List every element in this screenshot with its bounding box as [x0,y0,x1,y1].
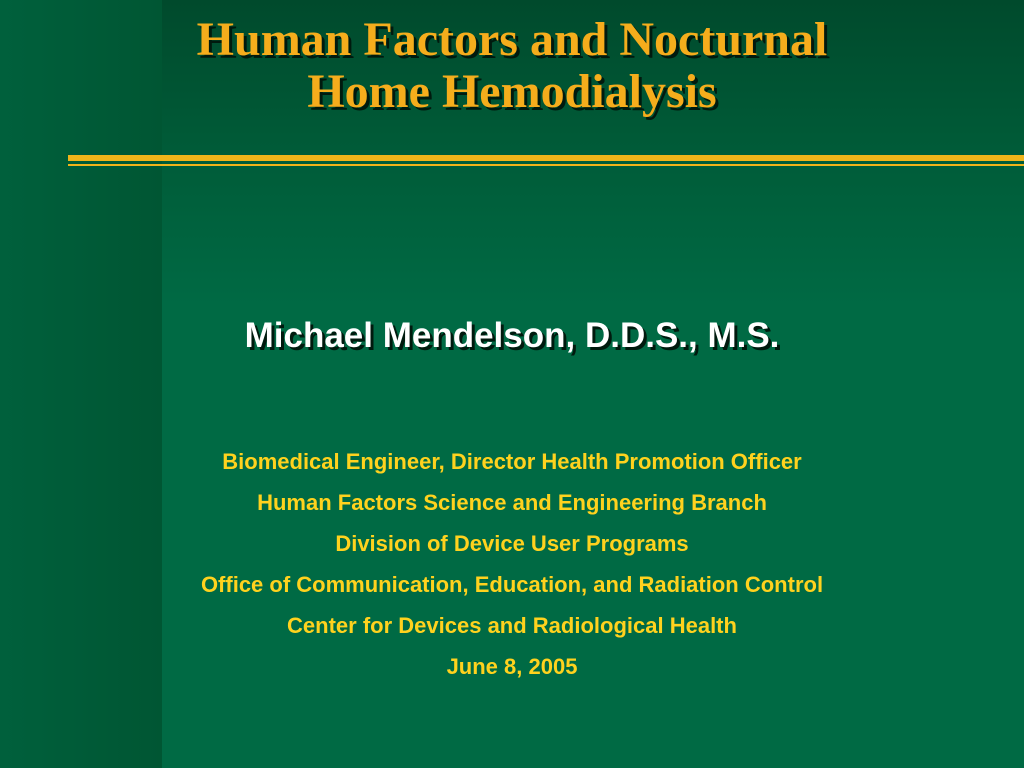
details-line-date: June 8, 2005 [446,654,578,679]
details-line-division: Division of Device User Programs [335,531,689,556]
details-line-office: Office of Communication, Education, and Radiation Control [200,572,824,597]
title-line-2: Home Hemodialysis [307,65,717,118]
slide-title [0,14,1024,118]
details-line-role: Biomedical Engineer, Director Health Promotion Officer [222,449,802,474]
title-divider-thick [68,155,1024,161]
author-details [0,441,1024,687]
title-line-1: Human Factors and Nocturnal [196,13,828,66]
details-line-center: Center for Devices and Radiological Health [287,613,737,638]
author-name: Michael Mendelson, D.D.S., M.S. [244,316,780,355]
title-divider-thin [68,164,1024,166]
details-line-branch: Human Factors Science and Engineering Branch [257,490,767,515]
